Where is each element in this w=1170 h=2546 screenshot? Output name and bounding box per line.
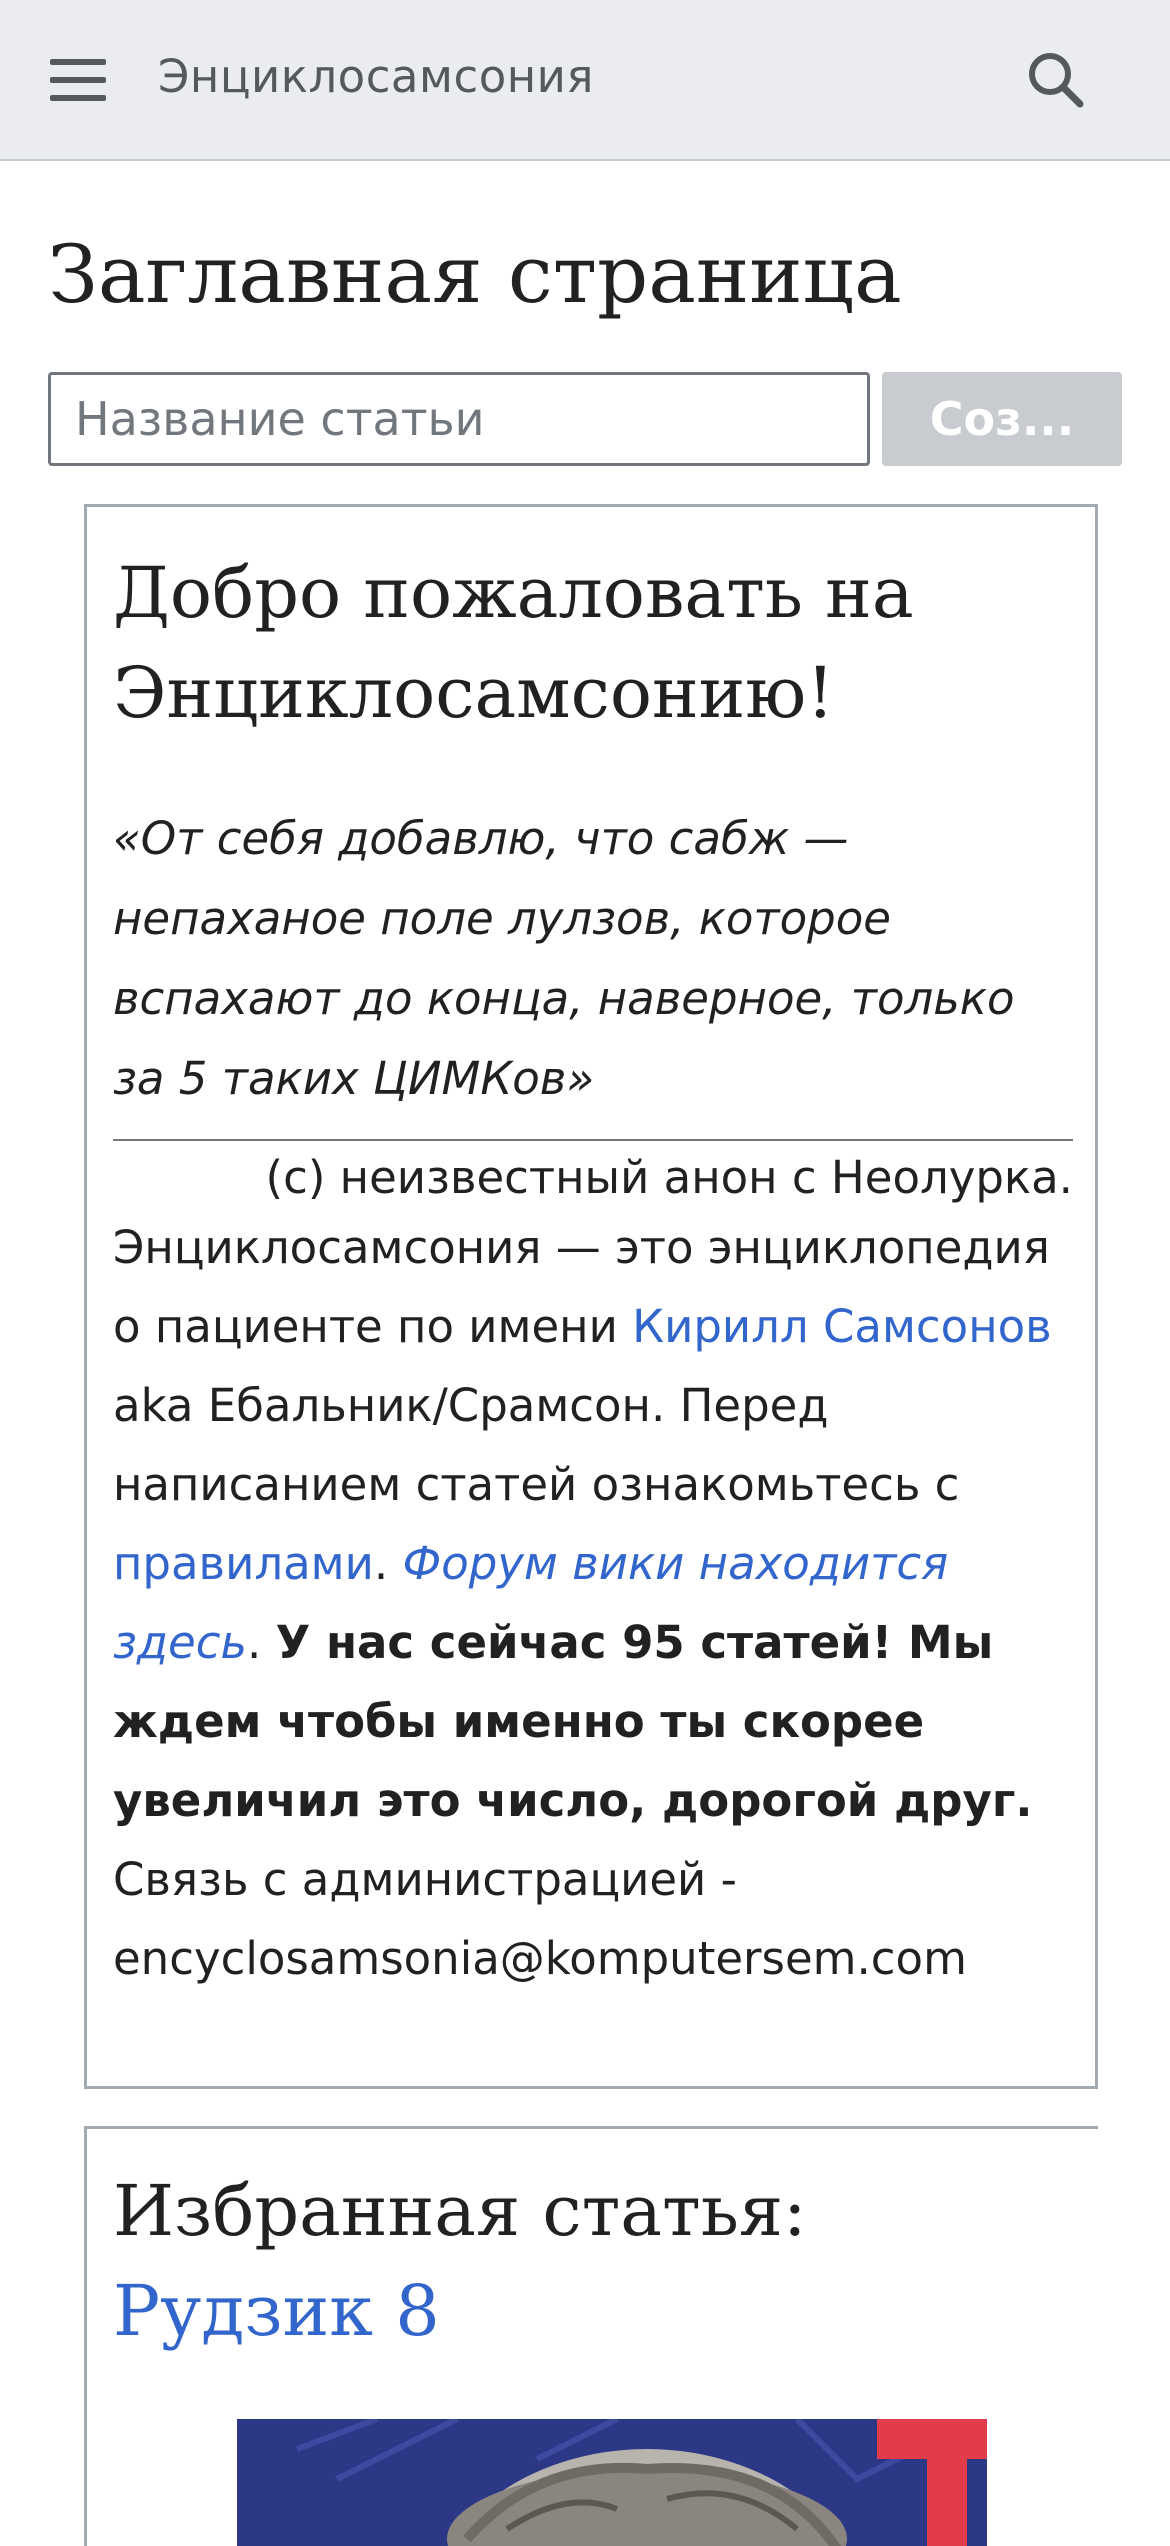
- article-title-input[interactable]: [48, 372, 870, 466]
- search-button[interactable]: [1020, 44, 1092, 116]
- search-icon: [1020, 44, 1092, 116]
- site-title[interactable]: Энциклосамсония: [158, 50, 594, 103]
- link-kirill-samsonov[interactable]: Кирилл Самсонов: [632, 1300, 1052, 1353]
- intro-text: Энциклосамсония — это энциклопедия о пациенте по имени: [113, 1221, 1050, 1353]
- menu-button[interactable]: [40, 48, 120, 112]
- featured-heading-label: Избранная статья:: [113, 2170, 807, 2252]
- quote-signature: (c) неизвестный анон с Неолурка.: [265, 1151, 1073, 1204]
- featured-article-image[interactable]: [237, 2419, 987, 2546]
- welcome-intro: [113, 1148, 1073, 1998]
- contact-text: Связь с администрацией - encyclosamsonia@komputersem.com: [113, 1853, 967, 1985]
- article-count-text: У нас сейчас 95 статей! Мы ждем чтобы именно ты скорее увеличил это число, дорогой друг.: [113, 1616, 1033, 1827]
- menu-icon-bar: [50, 59, 106, 65]
- create-article-button[interactable]: Соз...: [882, 372, 1122, 466]
- menu-icon-bar: [50, 95, 106, 101]
- divider: [113, 1139, 1073, 1141]
- featured-image-graphic: [237, 2419, 987, 2546]
- featured-article-link[interactable]: Рудзик 8: [113, 2270, 440, 2352]
- menu-icon-bar: [50, 77, 106, 83]
- top-bar: [0, 0, 1170, 161]
- punctuation: .: [373, 1537, 403, 1590]
- featured-article-box: [84, 2126, 1098, 2546]
- featured-heading: [113, 2161, 1073, 2361]
- intro-aka-text: aka Ебальник/Срамсон. Перед написанием статей ознакомьтесь с: [113, 1379, 960, 1511]
- link-rules[interactable]: правилами: [113, 1537, 374, 1590]
- welcome-heading: Добро пожаловать на Энциклосамсонию!: [113, 552, 914, 734]
- welcome-box: [84, 504, 1098, 2089]
- punctuation: .: [247, 1616, 276, 1669]
- page-title: Заглавная страница: [48, 228, 902, 321]
- welcome-quote: «От себя добавлю, что сабж — непаханое поле лулзов, которое вспахают до конца, наверное, только за 5 таких ЦИМКов»: [113, 812, 1015, 1105]
- link-forum[interactable]: Форум вики находится здесь: [113, 1537, 949, 1669]
